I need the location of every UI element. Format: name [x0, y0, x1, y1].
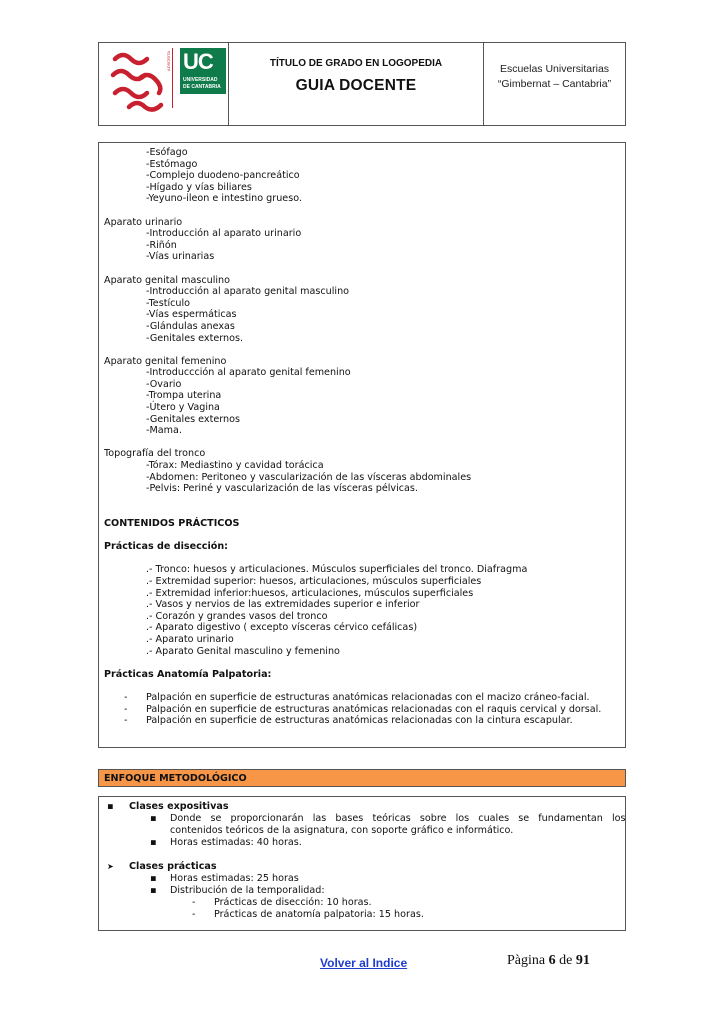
list-item: -Yeyuno-ileon e intestino grueso. [146, 193, 302, 205]
list-item: -Ovario [146, 378, 182, 390]
diseccion-heading: Prácticas de disección: [104, 541, 229, 553]
section-heading: Aparato genital masculino [104, 274, 230, 286]
list-item: -Pelvis: Periné y vascularización de las vísceras pélvicas. [146, 483, 418, 495]
dash-bullet: - [124, 691, 128, 703]
list-item-text: Donde se proporcionarán las bases teóricas sobre los cuales se fundamentan los [170, 813, 626, 824]
list-item: -Vías urinarias [146, 251, 215, 263]
dash-bullet: - [192, 909, 196, 920]
uc-logo-text: UC [183, 49, 213, 74]
list-item: -Vías espermáticas [146, 309, 237, 321]
header-school-cell [484, 43, 625, 125]
list-item: .- Extremidad inferior:huesos, articulaciones, músculos superficiales [146, 587, 474, 599]
list-item: -Genitales externos. [146, 332, 244, 344]
list-item: -Esófago [146, 147, 188, 158]
practicos-heading: CONTENIDOS PRÁCTICOS [104, 518, 240, 529]
header-title-cell [229, 43, 484, 125]
list-item-text: Horas estimadas: 40 horas. [170, 837, 302, 848]
list-item: .- Tronco: huesos y articulaciones. Músculos superficiales del tronco. Diafragma [146, 564, 528, 576]
list-item-text: Palpación en superficie de estructuras anatómicas relacionadas con el raquis cervical y dorsal. [146, 703, 602, 715]
list-item-text: Prácticas de anatomía palpatoria: 15 horas. [214, 909, 424, 920]
square-bullet-icon: ▪ [107, 801, 114, 812]
square-bullet-icon: ▪ [150, 837, 157, 848]
practicas-heading: Clases prácticas [129, 861, 217, 872]
enfoque-box [98, 796, 626, 931]
enfoque-heading-bar: ENFOQUE METODOLÓGICO [98, 769, 626, 787]
page-label: Pàgina [507, 953, 546, 968]
square-bullet-icon: ▪ [150, 885, 157, 896]
school-name-line1: Escuelas Universitarias [499, 63, 610, 75]
expositivas-heading: Clases expositivas [129, 801, 229, 812]
list-item: .- Corazón y grandes vasos del tronco [146, 610, 328, 622]
section-heading: Aparato genital femenino [104, 355, 227, 367]
guide-title: GUIA DOCENTE [295, 77, 417, 94]
list-item: -Genitales externos [146, 413, 240, 425]
list-item: -Mama. [146, 425, 182, 437]
list-item: .- Aparato urinario [146, 633, 234, 645]
square-bullet-icon: ▪ [150, 813, 157, 824]
page-current: 6 [548, 953, 556, 968]
document-header [98, 42, 626, 126]
list-item: -Complejo duodeno-pancreático [146, 170, 300, 182]
list-item [104, 692, 625, 704]
list-item: .- Aparato Genital masculino y femenino [146, 645, 340, 657]
list-item: -Testículo [146, 297, 191, 309]
square-bullet-icon: ▪ [150, 873, 157, 884]
list-item: -Hígado y vías biliares [146, 181, 252, 193]
palpatoria-heading: Prácticas Anatomía Palpatoria: [104, 668, 272, 680]
list-item: -Tórax: Mediastino y cavidad torácica [146, 460, 324, 472]
list-item: -Trompa uterina [146, 390, 222, 402]
list-item-text: Palpación en superficie de estructuras anatómicas relacionadas con la cintura escapular. [146, 715, 573, 727]
list-item: -Introducción al aparato urinario [146, 228, 302, 240]
list-item: -Útero y Vagina [146, 402, 220, 414]
uc-logo-sub2: DE CANTABRIA [183, 84, 221, 90]
list-item: .- Extremidad superior: huesos, articulaciones, músculos superficiales [146, 575, 482, 587]
list-item-text: contenidos teóricos de la asignatura, con soporte gráfico e informático. [170, 825, 514, 836]
back-to-index-link[interactable]: Volver al Indice [320, 956, 408, 970]
header-logos [99, 43, 229, 125]
list-item: .- Aparato digestivo ( excepto vísceras cérvico cefálicas) [146, 622, 418, 634]
adscrita-label: ADSCRITA [166, 51, 171, 71]
section-heading: Aparato urinario [104, 216, 183, 228]
page-of: de [559, 953, 573, 968]
list-item-text: Prácticas de disección: 10 horas. [214, 897, 372, 908]
adscrita-logo [109, 49, 165, 115]
school-name-line2: “Gimbernat – Cantabria” [497, 78, 612, 90]
list-item: -Estómago [146, 158, 198, 170]
list-item [104, 715, 625, 727]
list-item: -Abdomen: Peritoneo y vascularización de las vísceras abdominales [146, 471, 472, 483]
dash-bullet: - [124, 715, 128, 727]
dash-bullet: - [192, 897, 196, 908]
dash-bullet: - [124, 703, 128, 715]
uc-logo-sub1: UNIVERSIDAD [183, 77, 218, 83]
degree-title: TÍTULO DE GRADO EN LOGOPEDIA [269, 58, 443, 69]
list-item-text: Distribución de la temporalidad: [170, 885, 325, 896]
list-item: .- Vasos y nervios de las extremidades superior e inferior [146, 599, 420, 611]
page-total: 91 [575, 953, 590, 968]
list-item: -Riñón [146, 239, 177, 251]
list-item-text: Horas estimadas: 25 horas [170, 873, 299, 884]
uc-logo [180, 48, 226, 94]
section-heading: Topografía del tronco [104, 448, 206, 460]
list-item: -Introduccción al aparato genital femenino [146, 367, 351, 379]
list-item: -Glándulas anexas [146, 320, 235, 332]
list-item-text: Palpación en superficie de estructuras anatómicas relacionadas con el macizo cráneo-facial. [146, 691, 590, 703]
logo-divider [172, 48, 173, 108]
arrow-bullet-icon: ➤ [107, 862, 114, 871]
content-box [98, 142, 626, 748]
list-item: -Introducción al aparato genital masculino [146, 286, 350, 298]
page-number [507, 953, 590, 969]
list-item [104, 704, 625, 716]
